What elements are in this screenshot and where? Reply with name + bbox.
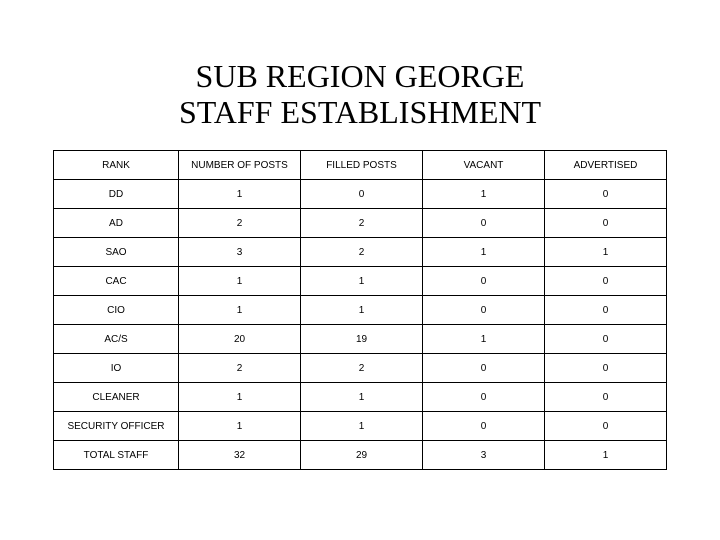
staff-establishment-table xyxy=(53,150,667,470)
header-filled-posts: FILLED POSTS xyxy=(301,151,423,180)
cell-vacant: 0 xyxy=(423,383,545,412)
cell-vacant: 1 xyxy=(423,238,545,267)
table-body xyxy=(54,151,667,470)
cell-rank: SECURITY OFFICER xyxy=(54,412,179,441)
cell-rank: AD xyxy=(54,209,179,238)
cell-number-of-posts: 1 xyxy=(179,383,301,412)
table-row xyxy=(54,238,667,267)
table-row xyxy=(54,180,667,209)
cell-number-of-posts: 3 xyxy=(179,238,301,267)
table-header-row xyxy=(54,151,667,180)
cell-advertised: 0 xyxy=(545,412,667,441)
cell-number-of-posts: 1 xyxy=(179,412,301,441)
header-vacant: VACANT xyxy=(423,151,545,180)
cell-advertised: 0 xyxy=(545,296,667,325)
cell-filled-posts: 2 xyxy=(301,354,423,383)
cell-number-of-posts: 1 xyxy=(179,180,301,209)
header-advertised: ADVERTISED xyxy=(545,151,667,180)
cell-number-of-posts: 32 xyxy=(179,441,301,470)
cell-rank: CAC xyxy=(54,267,179,296)
cell-vacant: 0 xyxy=(423,412,545,441)
cell-number-of-posts: 1 xyxy=(179,296,301,325)
table-row xyxy=(54,267,667,296)
page-title xyxy=(0,58,720,130)
cell-filled-posts: 29 xyxy=(301,441,423,470)
cell-filled-posts: 2 xyxy=(301,238,423,267)
cell-number-of-posts: 1 xyxy=(179,267,301,296)
cell-advertised: 1 xyxy=(545,238,667,267)
cell-rank: IO xyxy=(54,354,179,383)
cell-advertised: 0 xyxy=(545,209,667,238)
cell-filled-posts: 19 xyxy=(301,325,423,354)
cell-filled-posts: 0 xyxy=(301,180,423,209)
cell-filled-posts: 1 xyxy=(301,296,423,325)
table-total-row xyxy=(54,441,667,470)
cell-number-of-posts: 2 xyxy=(179,354,301,383)
cell-rank: TOTAL STAFF xyxy=(54,441,179,470)
title-line-1: SUB REGION GEORGE xyxy=(195,58,525,94)
cell-vacant: 0 xyxy=(423,209,545,238)
header-rank: RANK xyxy=(54,151,179,180)
cell-vacant: 3 xyxy=(423,441,545,470)
cell-number-of-posts: 20 xyxy=(179,325,301,354)
table-row xyxy=(54,296,667,325)
cell-advertised: 0 xyxy=(545,267,667,296)
cell-filled-posts: 1 xyxy=(301,383,423,412)
header-number-of-posts: NUMBER OF POSTS xyxy=(179,151,301,180)
cell-rank: AC/S xyxy=(54,325,179,354)
cell-advertised: 0 xyxy=(545,383,667,412)
cell-vacant: 1 xyxy=(423,180,545,209)
cell-advertised: 0 xyxy=(545,354,667,383)
cell-vacant: 0 xyxy=(423,354,545,383)
cell-rank: SAO xyxy=(54,238,179,267)
cell-filled-posts: 1 xyxy=(301,267,423,296)
cell-vacant: 1 xyxy=(423,325,545,354)
cell-rank: CLEANER xyxy=(54,383,179,412)
cell-vacant: 0 xyxy=(423,267,545,296)
cell-number-of-posts: 2 xyxy=(179,209,301,238)
title-line-2: STAFF ESTABLISHMENT xyxy=(178,94,542,130)
cell-advertised: 1 xyxy=(545,441,667,470)
table-row xyxy=(54,412,667,441)
cell-rank: DD xyxy=(54,180,179,209)
cell-advertised: 0 xyxy=(545,325,667,354)
table-row xyxy=(54,354,667,383)
table-row xyxy=(54,383,667,412)
cell-filled-posts: 2 xyxy=(301,209,423,238)
cell-rank: CIO xyxy=(54,296,179,325)
table-row xyxy=(54,209,667,238)
cell-filled-posts: 1 xyxy=(301,412,423,441)
cell-advertised: 0 xyxy=(545,180,667,209)
table-row xyxy=(54,325,667,354)
cell-vacant: 0 xyxy=(423,296,545,325)
